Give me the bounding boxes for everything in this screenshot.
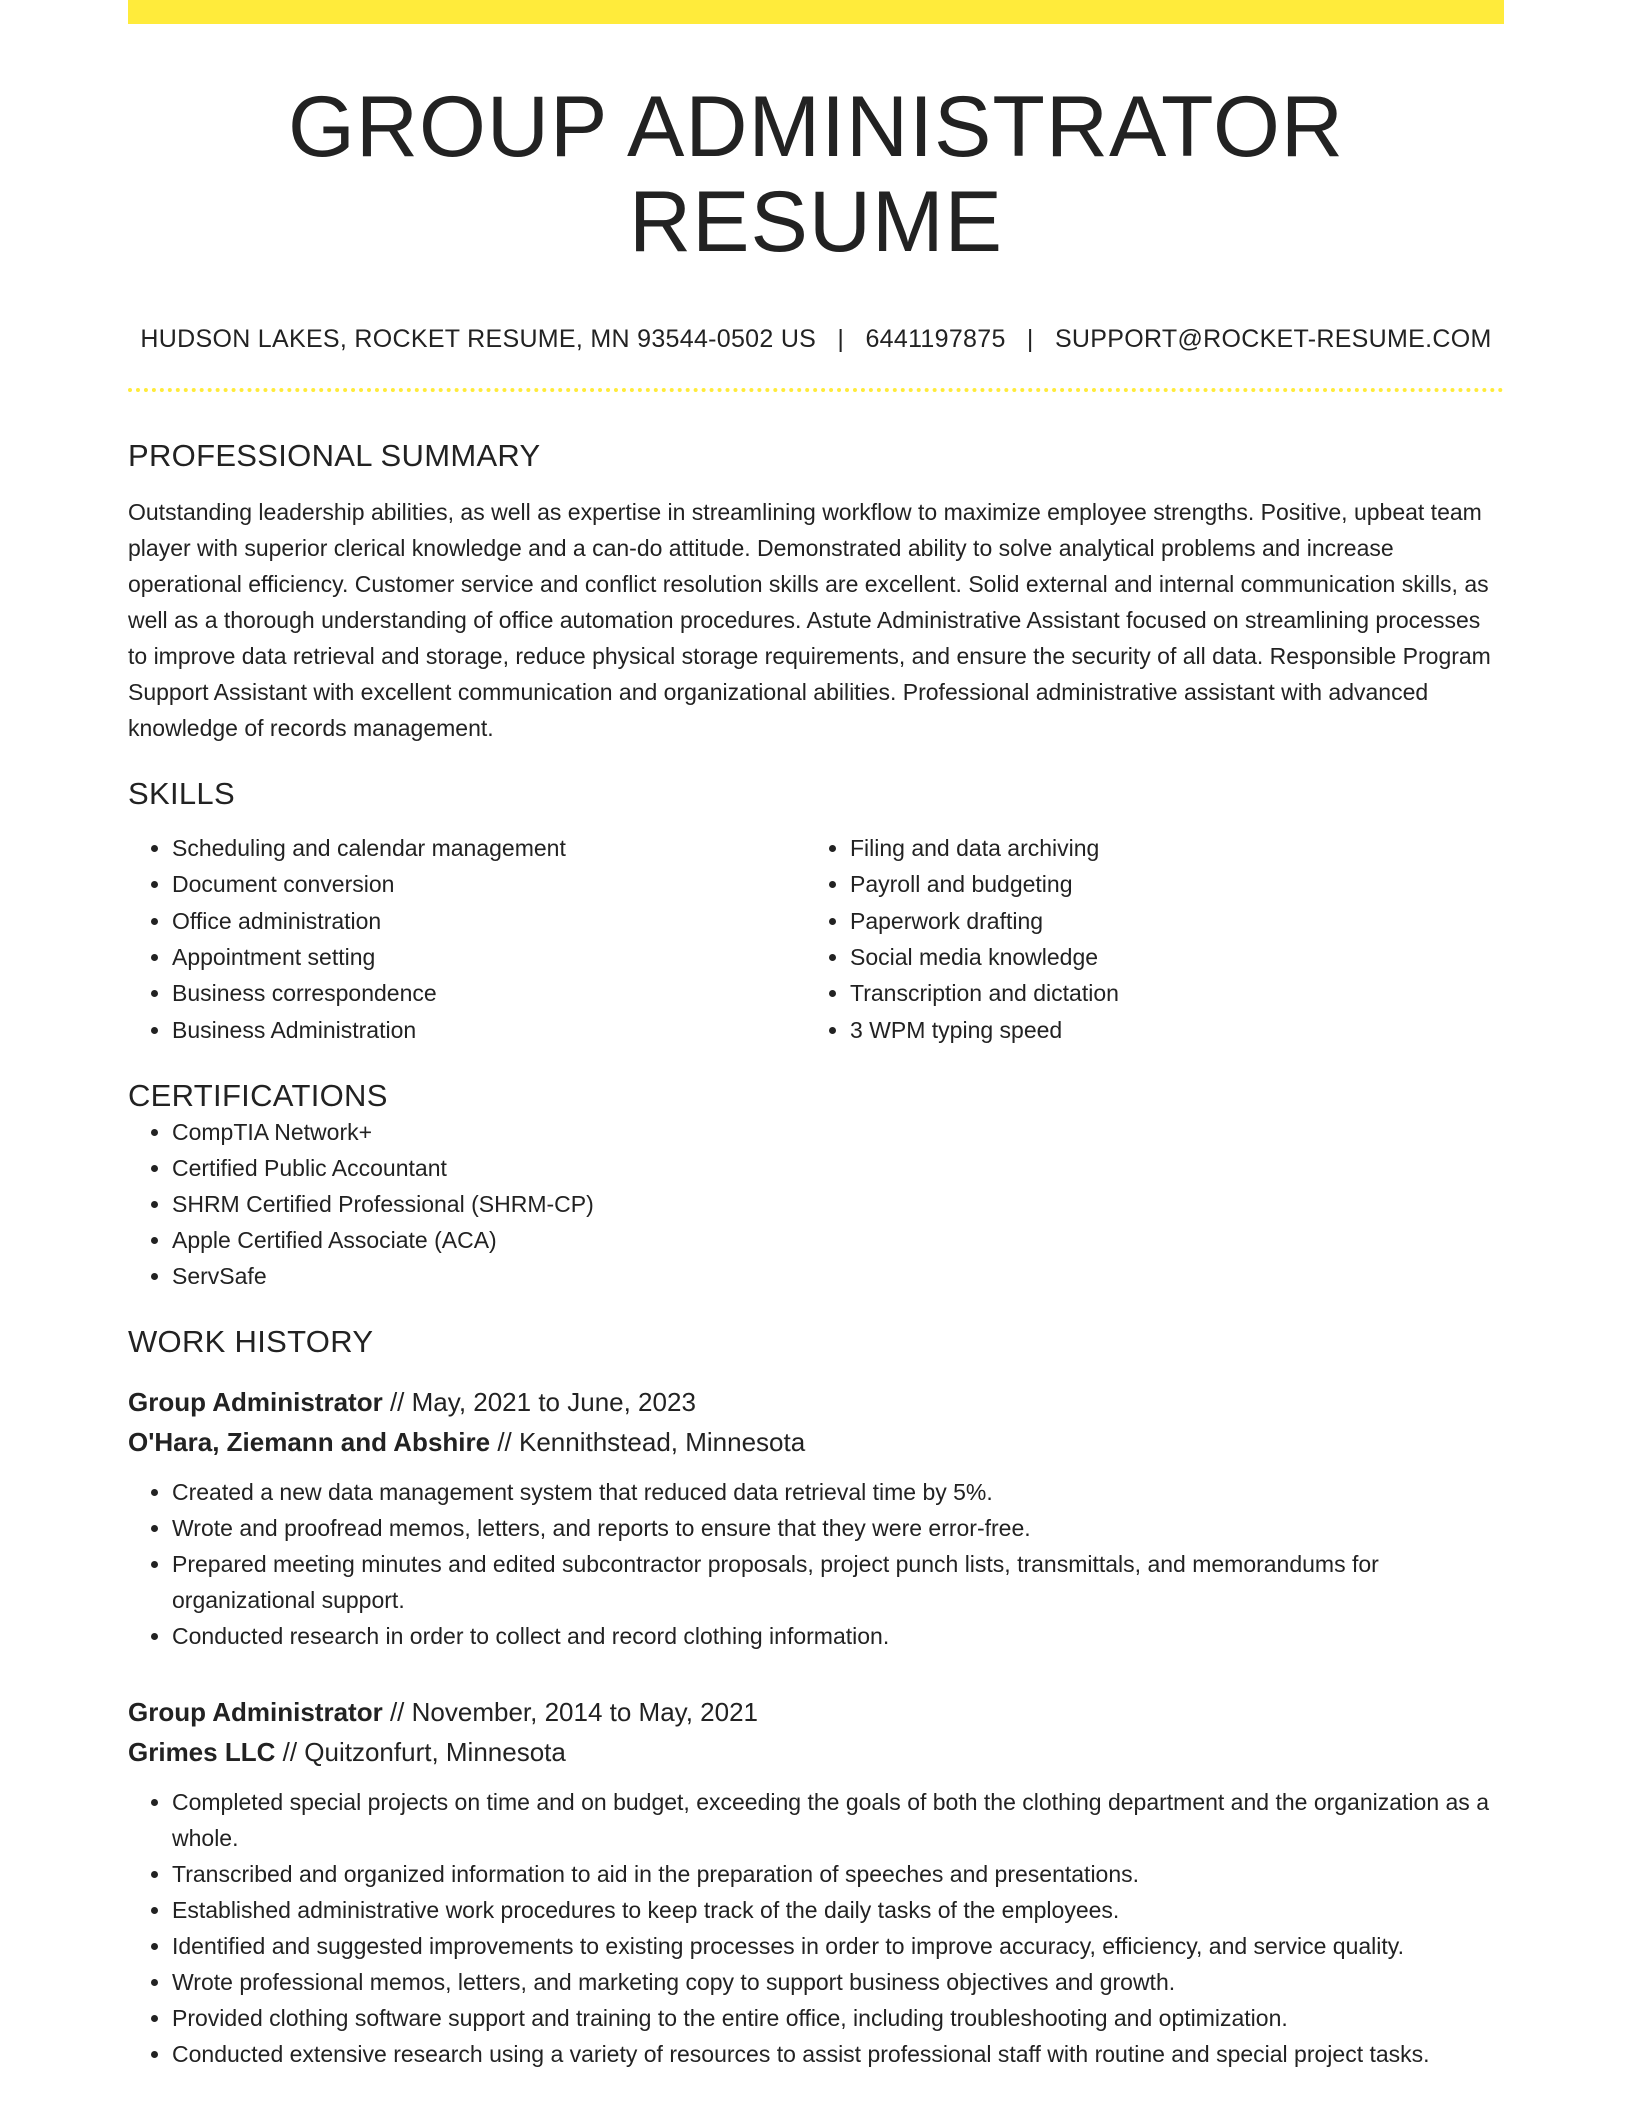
job-dates: // May, 2021 to June, 2023 <box>389 1386 696 1417</box>
contact-separator: | <box>837 325 845 354</box>
job-bullets <box>128 1784 1504 2072</box>
page-title: GROUP ADMINISTRATOR RESUME <box>288 79 1344 270</box>
job-title: Group Administrator <box>128 1386 383 1417</box>
skill-item: • Office administration <box>172 903 806 939</box>
skills-columns <box>128 830 1504 1048</box>
skill-item: • Payroll and budgeting <box>850 866 1484 902</box>
job-company-line <box>128 1732 1504 1772</box>
job-company-line <box>128 1422 1504 1462</box>
certifications-list <box>128 1114 1504 1294</box>
skill-item: • 3 WPM typing speed <box>850 1012 1484 1048</box>
job-location: // Quitzonfurt, Minnesota <box>282 1736 566 1767</box>
certification-item: • Certified Public Accountant <box>172 1150 1504 1186</box>
job-bullet: • Transcribed and organized information to aid in the preparation of speeches and presentations. <box>172 1856 1504 1892</box>
skill-item: • Document conversion <box>172 866 806 902</box>
job-company: Grimes LLC <box>128 1736 276 1767</box>
job-bullet: • Provided clothing software support and training to the entire office, including troubleshooting and optimization. <box>172 2000 1504 2036</box>
certification-item: • CompTIA Network+ <box>172 1114 1504 1150</box>
skill-item: • Appointment setting <box>172 939 806 975</box>
dotted-divider <box>128 388 1504 392</box>
certification-item: • SHRM Certified Professional (SHRM-CP) <box>172 1186 1504 1222</box>
job-bullet: • Conducted extensive research using a variety of resources to assist professional staff with routine and special project tasks. <box>172 2036 1504 2072</box>
accent-top-bar <box>128 0 1504 24</box>
certification-item: • ServSafe <box>172 1258 1504 1294</box>
job-bullet: • Conducted research in order to collect and record clothing information. <box>172 1618 1504 1654</box>
skill-item: • Transcription and dictation <box>850 975 1484 1011</box>
job-title-line <box>128 1382 1504 1422</box>
certifications-heading: CERTIFICATIONS <box>128 1077 388 1113</box>
job-dates: // November, 2014 to May, 2021 <box>389 1696 759 1727</box>
skill-item: • Business correspondence <box>172 975 806 1011</box>
skill-item: • Social media knowledge <box>850 939 1484 975</box>
summary-heading: PROFESSIONAL SUMMARY <box>128 438 541 474</box>
skills-list-right <box>806 830 1484 1048</box>
job-entry <box>128 1382 1504 1654</box>
skill-item: • Scheduling and calendar management <box>172 830 806 866</box>
job-company: O'Hara, Ziemann and Abshire <box>128 1426 491 1457</box>
summary-text: Outstanding leadership abilities, as well as expertise in streamlining workflow to maximize employee strengths. Positive, upbeat team player with superior clerical knowledge and a can-do attitude. Demonstrated ability to solve analytical problems and increase operational efficiency. Customer service and conflict resolution skills are excellent. Solid external and internal communication skills, as well as a thorough understanding of office automation procedures. Astute Administrative Assistant focused on streamlining processes to improve data retrieval and storage, reduce physical storage requirements, and ensure the security of all data. Responsible Program Support Assistant with excellent communication and organizational abilities. Professional administrative assistant with advanced knowledge of records management. <box>128 499 1491 742</box>
job-title-line <box>128 1692 1504 1732</box>
skills-list-left <box>128 830 806 1048</box>
job-bullet: • Prepared meeting minutes and edited subcontractor proposals, project punch lists, transmittals, and memorandums for organizational support. <box>172 1546 1504 1618</box>
work-history-heading: WORK HISTORY <box>128 1323 374 1359</box>
job-title: Group Administrator <box>128 1696 383 1727</box>
contact-separator: | <box>1026 325 1034 354</box>
contact-address: HUDSON LAKES, ROCKET RESUME, MN 93544-0502 US <box>140 325 817 354</box>
job-bullet: • Completed special projects on time and on budget, exceeding the goals of both the clothing department and the organization as a whole. <box>172 1784 1504 1856</box>
contact-phone: 6441197875 <box>865 325 1006 354</box>
job-bullets <box>128 1474 1504 1654</box>
job-bullet: • Wrote professional memos, letters, and marketing copy to support business objectives and growth. <box>172 1964 1504 2000</box>
resume-page <box>128 0 1504 2072</box>
skill-item: • Business Administration <box>172 1012 806 1048</box>
skills-heading: SKILLS <box>128 776 235 812</box>
job-bullet: • Wrote and proofread memos, letters, and reports to ensure that they were error-free. <box>172 1510 1504 1546</box>
contact-email: SUPPORT@ROCKET-RESUME.COM <box>1054 325 1492 354</box>
job-bullet: • Established administrative work procedures to keep track of the daily tasks of the employees. <box>172 1892 1504 1928</box>
contact-line <box>128 325 1504 354</box>
job-entry <box>128 1692 1504 2072</box>
certification-item: • Apple Certified Associate (ACA) <box>172 1222 1504 1258</box>
skill-item: • Filing and data archiving <box>850 830 1484 866</box>
job-bullet: • Identified and suggested improvements to existing processes in order to improve accuracy, efficiency, and service quality. <box>172 1928 1504 1964</box>
job-bullet: • Created a new data management system that reduced data retrieval time by 5%. <box>172 1474 1504 1510</box>
skill-item: • Paperwork drafting <box>850 903 1484 939</box>
job-location: // Kennithstead, Minnesota <box>497 1426 806 1457</box>
